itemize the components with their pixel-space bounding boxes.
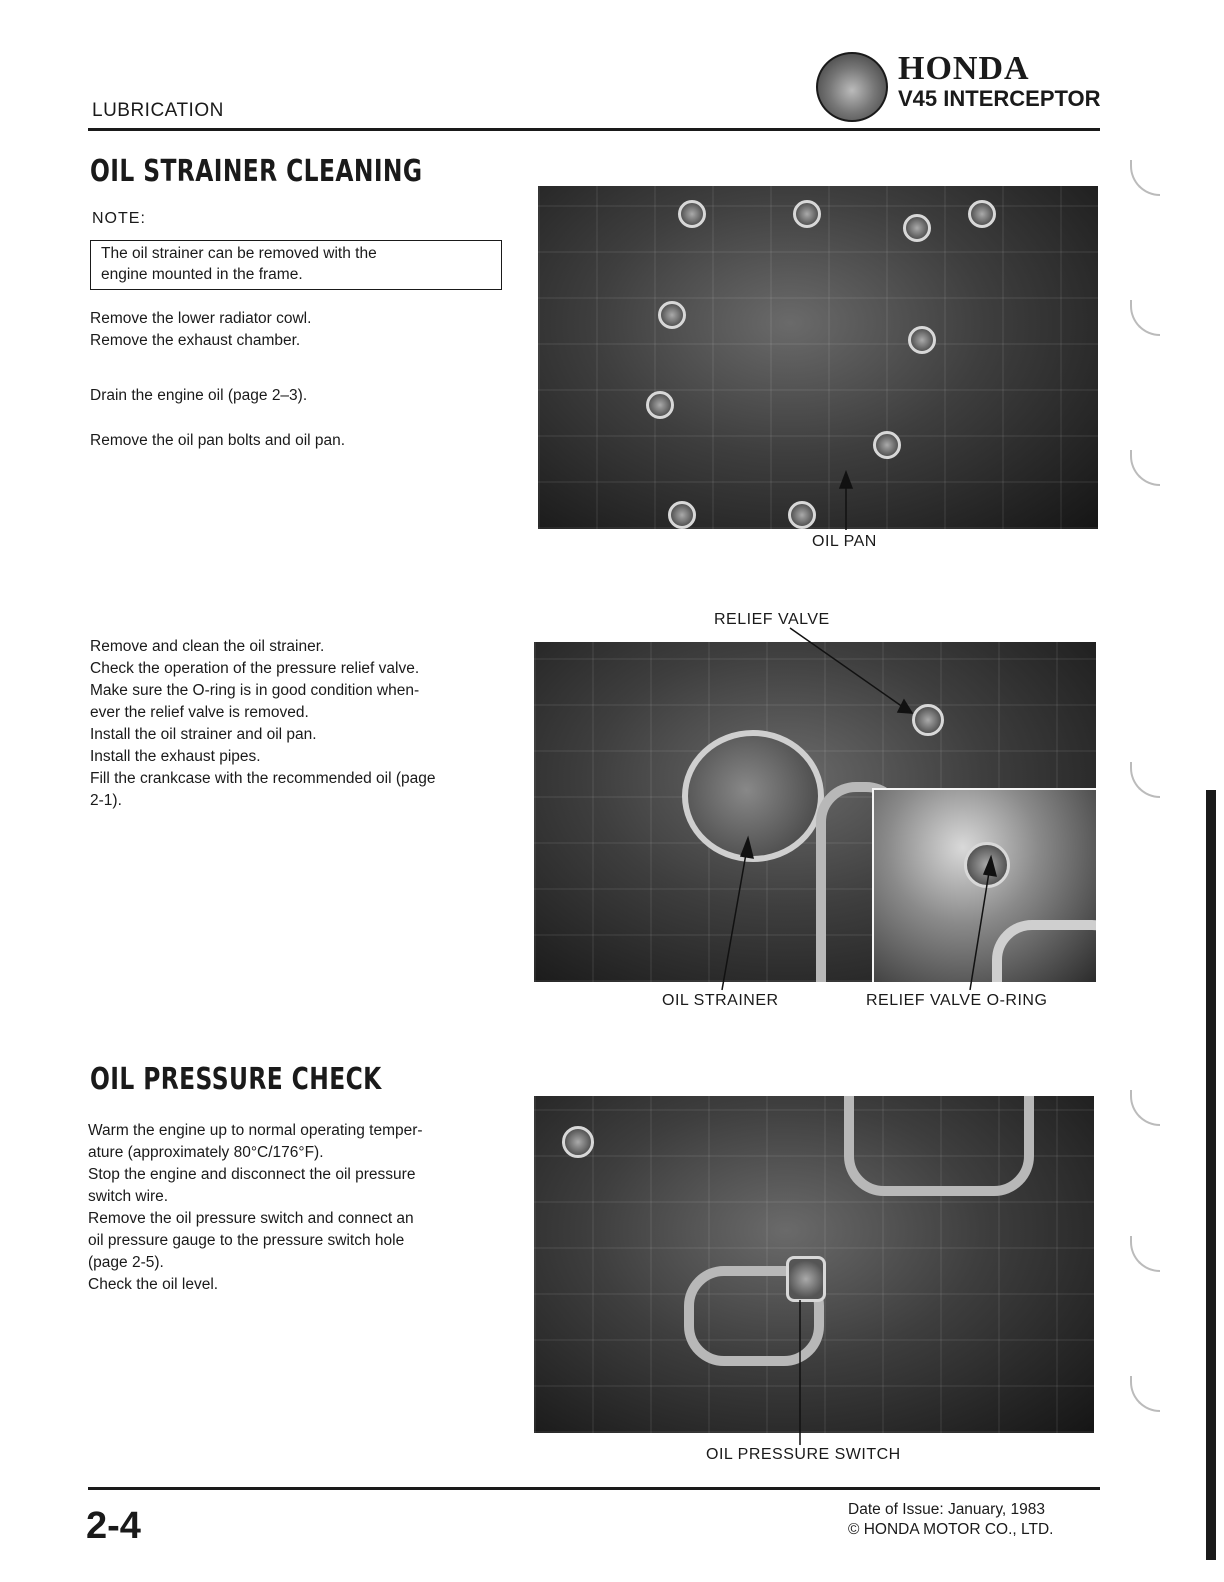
honda-logo xyxy=(816,50,1106,120)
step-group-1 xyxy=(90,308,504,352)
section-label: LUBRICATION xyxy=(92,100,224,121)
binding-mark xyxy=(1130,160,1160,196)
step-line: Make sure the O-ring is in good condition when- xyxy=(90,682,420,699)
oil-pressure-switch-photo xyxy=(534,1096,1094,1433)
footer-rule xyxy=(88,1487,1100,1490)
caption-relief-valve-oring: RELIEF VALVE O-RING xyxy=(866,992,1048,1009)
step-line: (page 2-5). xyxy=(88,1254,164,1271)
binding-mark xyxy=(1130,450,1160,486)
step-line: oil pressure gauge to the pressure switch hole xyxy=(88,1232,405,1249)
note-line: The oil strainer can be removed with the xyxy=(101,245,377,262)
step-line: Remove the oil pressure switch and connect an xyxy=(88,1210,414,1227)
step-line: Remove and clean the oil strainer. xyxy=(90,638,325,655)
oil-pan-photo xyxy=(538,186,1098,529)
step-group-2 xyxy=(90,385,504,407)
model-name: V45 INTERCEPTOR xyxy=(898,86,1101,111)
header-rule xyxy=(88,128,1100,131)
page-edge-bar xyxy=(1206,790,1216,1560)
step-line: Remove the lower radiator cowl. xyxy=(90,310,312,327)
brand-name: HONDA xyxy=(898,50,1030,87)
page-number: 2-4 xyxy=(86,1505,141,1547)
strainer-clean-steps xyxy=(90,636,504,812)
heading-oil-strainer-cleaning: OIL STRAINER CLEANING xyxy=(90,154,423,189)
step-line: Stop the engine and disconnect the oil pressure xyxy=(88,1166,416,1183)
caption-relief-valve: RELIEF VALVE xyxy=(714,611,830,628)
note-box xyxy=(90,240,502,290)
step-line: Drain the engine oil (page 2–3). xyxy=(90,387,308,404)
step-line: Check the oil level. xyxy=(88,1276,219,1293)
step-line: Install the oil strainer and oil pan. xyxy=(90,726,317,743)
heading-oil-pressure-check: OIL PRESSURE CHECK xyxy=(90,1062,382,1097)
binding-mark xyxy=(1130,1376,1160,1412)
caption-oil-pan: OIL PAN xyxy=(812,533,877,550)
step-line: switch wire. xyxy=(88,1188,169,1205)
oil-strainer-photo xyxy=(534,642,1096,982)
relief-valve-oring-inset-photo xyxy=(872,788,1096,982)
caption-oil-strainer: OIL STRAINER xyxy=(662,992,779,1009)
step-line: ature (approximately 80°C/176°F). xyxy=(88,1144,324,1161)
note-label: NOTE: xyxy=(92,210,146,227)
binding-mark xyxy=(1130,1236,1160,1272)
step-line: Install the exhaust pipes. xyxy=(90,748,261,765)
honda-wing-logo-icon xyxy=(816,52,888,122)
binding-mark xyxy=(1130,300,1160,336)
issue-date: Date of Issue: January, 1983 xyxy=(848,1501,1046,1518)
binding-mark xyxy=(1130,1090,1160,1126)
pressure-check-steps xyxy=(88,1120,502,1296)
footer-info xyxy=(848,1500,1053,1540)
step-line: Check the operation of the pressure relief valve. xyxy=(90,660,420,677)
step-line: 2-1). xyxy=(90,792,122,809)
copyright: © HONDA MOTOR CO., LTD. xyxy=(848,1521,1054,1538)
step-line: Remove the exhaust chamber. xyxy=(90,332,301,349)
step-line: Remove the oil pan bolts and oil pan. xyxy=(90,432,346,449)
note-line: engine mounted in the frame. xyxy=(101,266,303,283)
binding-mark xyxy=(1130,762,1160,798)
step-line: ever the relief valve is removed. xyxy=(90,704,309,721)
step-line: Fill the crankcase with the recommended oil (page xyxy=(90,770,436,787)
step-line: Warm the engine up to normal operating temper- xyxy=(88,1122,423,1139)
step-group-3 xyxy=(90,430,504,452)
caption-oil-pressure-switch: OIL PRESSURE SWITCH xyxy=(706,1446,901,1463)
